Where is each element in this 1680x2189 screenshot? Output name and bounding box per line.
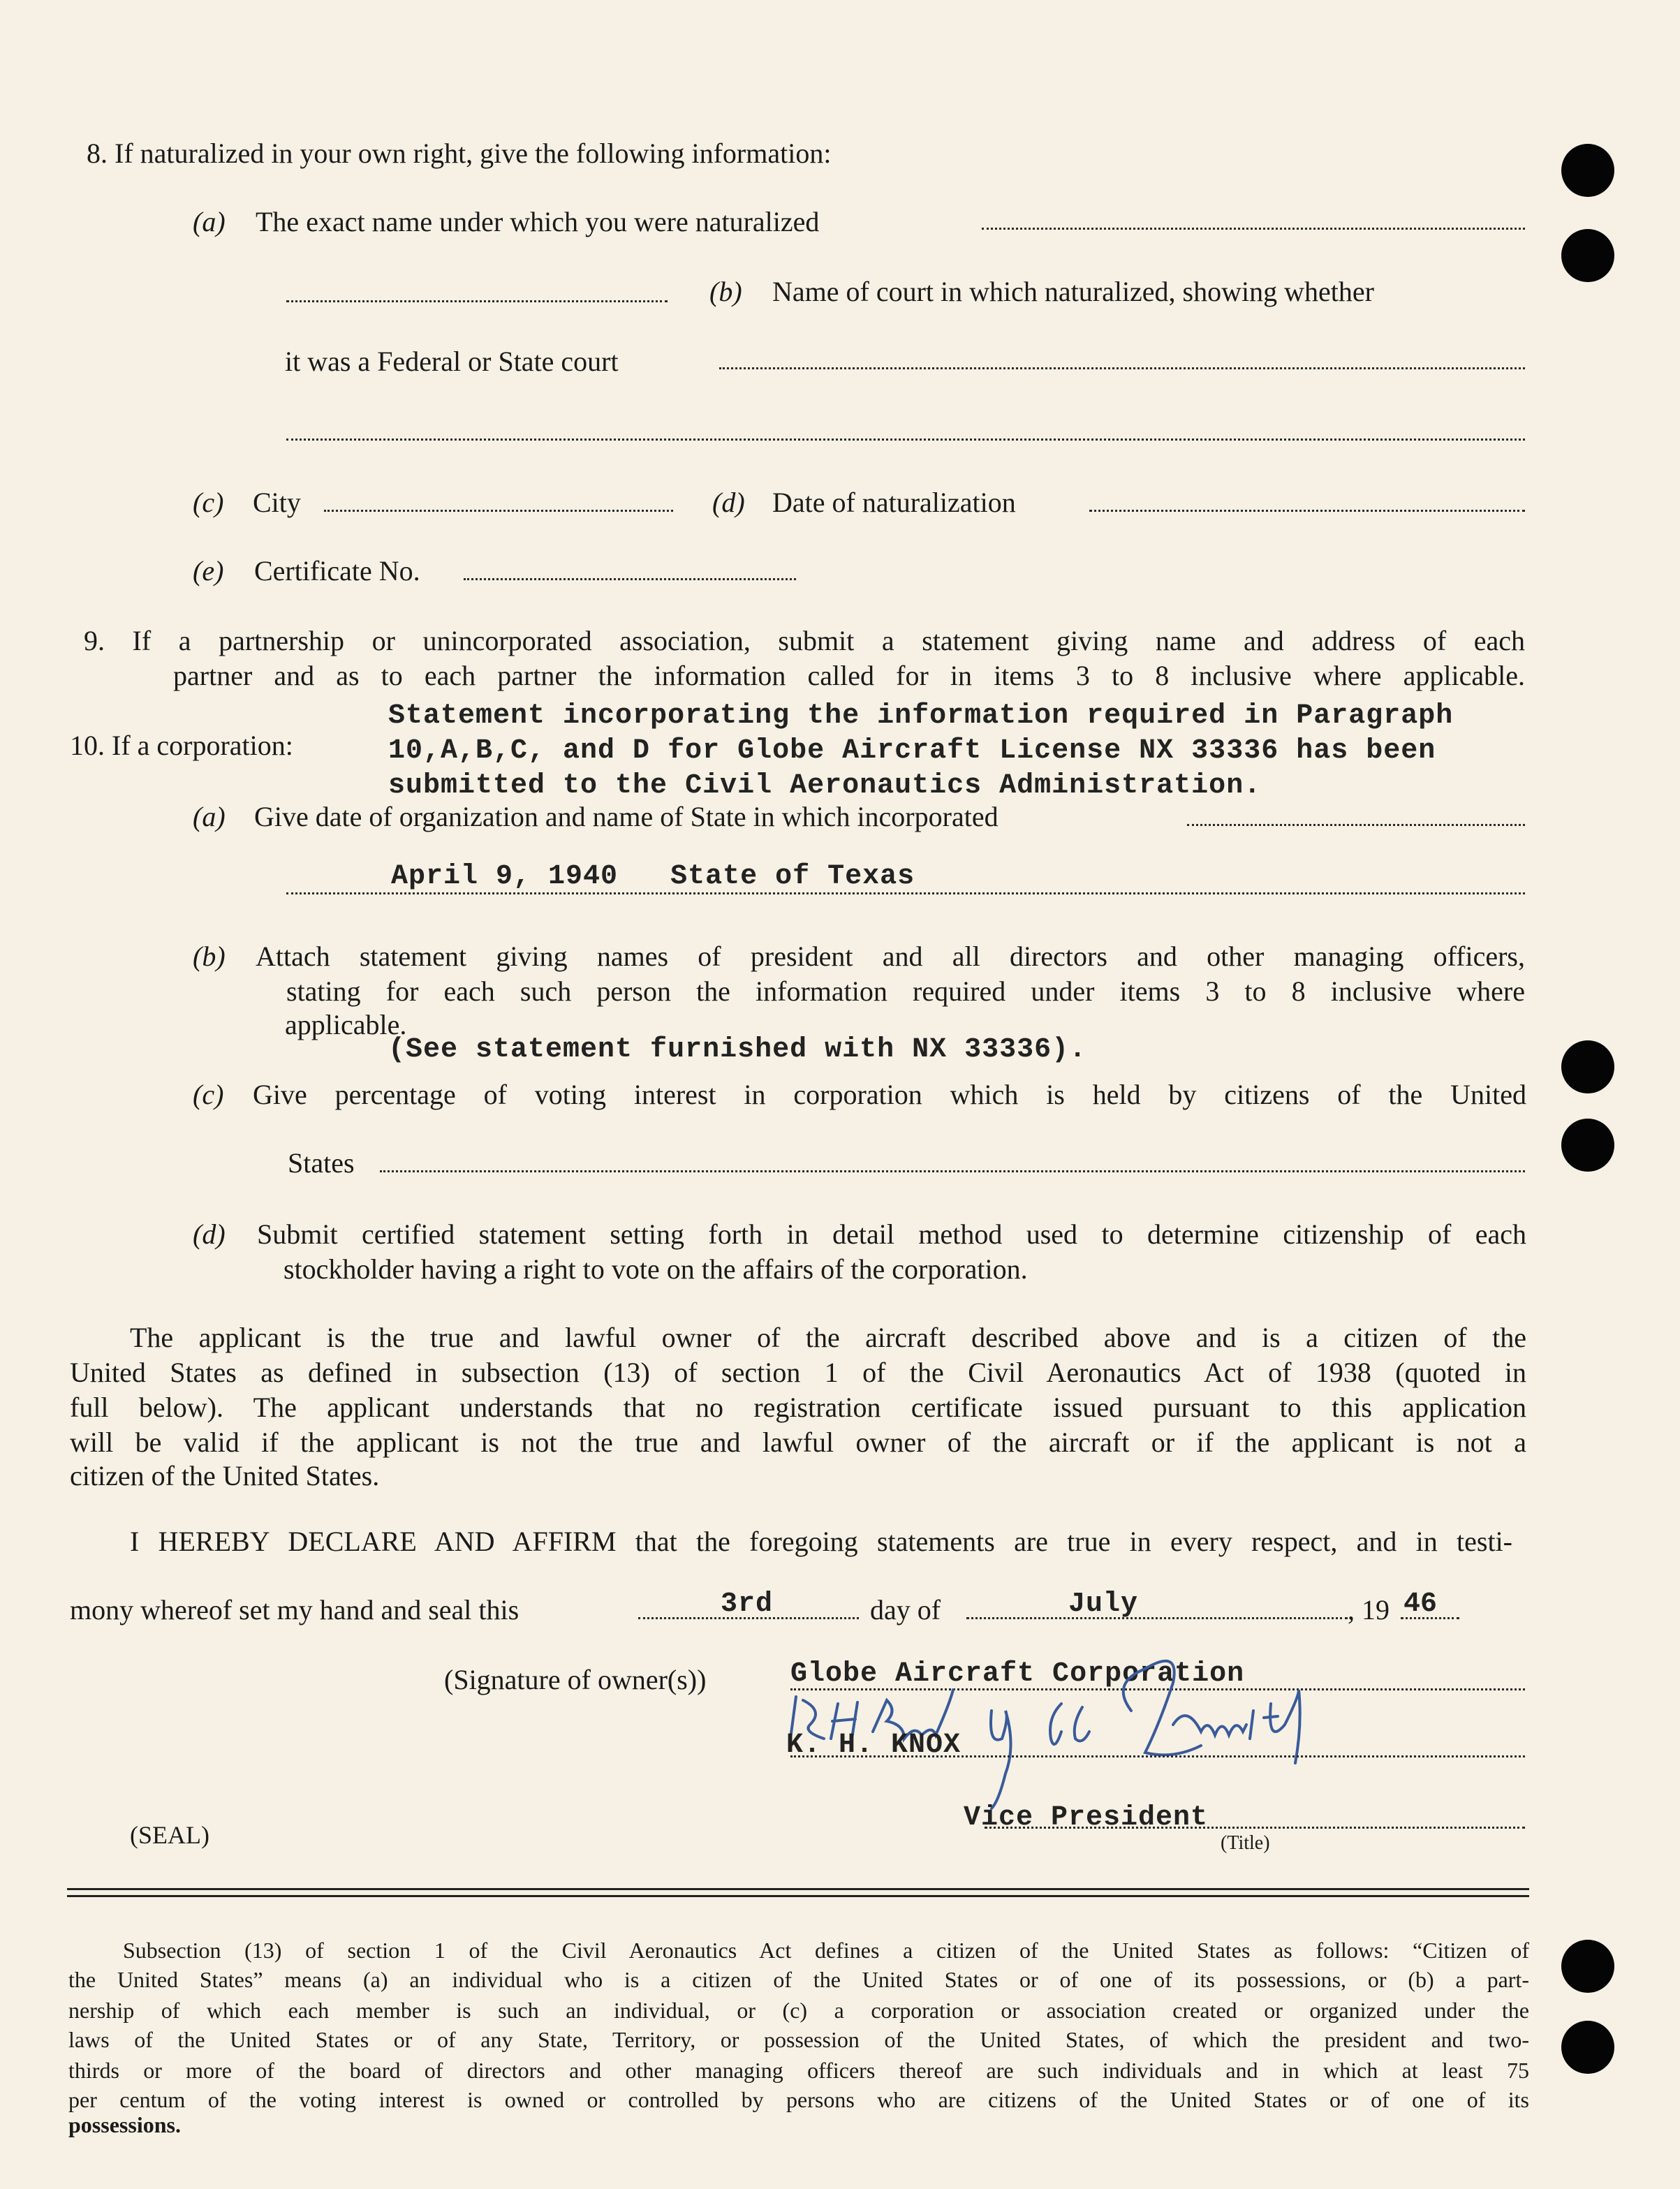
footnote-line: per centum of the voting interest is owned or controlled by persons who are citizens of the United States or of one of its	[68, 2087, 1529, 2112]
item8d-label: (d)	[712, 487, 745, 518]
typed-statement-line: Statement incorporating the information required in Paragraph	[388, 700, 1454, 732]
declaration-line: United States as defined in subsection (13) of section 1 of the Civil Aeronautics Act of 1938 (quoted in	[70, 1357, 1526, 1388]
naturalized-name-field[interactable]	[982, 228, 1525, 230]
item10d-line1: Submit certified statement setting forth in detail method used to determine citizenship of each	[257, 1218, 1526, 1250]
item8b-text: Name of court in which naturalized, showing whether	[772, 276, 1374, 307]
footnote-line: the United States” means (a) an individual who is a citizen of the United States or of one of its possessions, or (b) a part-	[68, 1967, 1529, 1992]
footnote-line: laws of the United States or of any State, Territory, or possession of the United States, of which the president and two-	[68, 2027, 1529, 2052]
item10d-line2: stockholder having a right to vote on the affairs of the corporation.	[283, 1253, 1028, 1285]
year-value: 46	[1403, 1589, 1438, 1620]
punch-hole	[1561, 1040, 1614, 1093]
item10c-label: (c)	[193, 1079, 224, 1110]
naturalized-name-field-cont[interactable]	[286, 300, 668, 302]
item10b-label: (b)	[193, 941, 226, 972]
certificate-no-field[interactable]	[464, 578, 796, 580]
item10-heading: 10. If a corporation:	[70, 730, 293, 761]
footnote-line: possessions.	[68, 2112, 181, 2137]
day-of-label: day of	[870, 1594, 941, 1626]
year-field[interactable]	[1401, 1617, 1459, 1619]
item10d-label: (d)	[193, 1218, 226, 1250]
seal-label: (SEAL)	[130, 1821, 209, 1849]
affirm-line1: I HEREBY DECLARE AND AFFIRM that the foregoing statements are true in every respect, and in testi-	[130, 1526, 1512, 1557]
month-field[interactable]	[966, 1617, 1348, 1619]
company-name: Globe Aircraft Corporation	[790, 1658, 1245, 1690]
item10b-line3: applicable.	[285, 1009, 407, 1040]
item8-heading: 8. If naturalized in your own right, give the following information:	[87, 138, 832, 169]
title-value: Vice President	[964, 1802, 1209, 1834]
declaration-line: citizen of the United States.	[70, 1460, 380, 1491]
court-field[interactable]	[719, 367, 1525, 369]
typed-statement-line: submitted to the Civil Aeronautics Administration.	[388, 770, 1262, 802]
item10c-text: Give percentage of voting interest in corporation which is held by citizens of the United	[253, 1079, 1526, 1110]
item8e-text: Certificate No.	[254, 555, 420, 587]
declaration-line: will be valid if the applicant is not the true and lawful owner of the aircraft or if the applicant is not a	[70, 1427, 1526, 1458]
declaration-line: full below). The applicant understands that no registration certificate issued pursuant to this application	[70, 1392, 1526, 1423]
item9-line2: partner and as to each partner the information called for in items 3 to 8 inclusive where applicable.	[173, 660, 1525, 691]
footnote-line: Subsection (13) of section 1 of the Civil Aeronautics Act defines a citizen of the United States as follows: “Citizen of	[123, 1938, 1529, 1963]
item8c-text: City	[253, 487, 301, 518]
item10b-line2: stating for each such person the information required under items 3 to 8 inclusive where	[286, 975, 1525, 1007]
year-prefix: , 19	[1348, 1594, 1390, 1626]
item9-line1: 9. If a partnership or unincorporated association, submit a statement giving name and address of each	[84, 625, 1525, 656]
organization-field-cont[interactable]	[286, 892, 1525, 894]
signature-label: (Signature of owner(s))	[444, 1664, 707, 1695]
item8b-cont: it was a Federal or State court	[285, 346, 619, 377]
item8a-label: (a)	[193, 206, 226, 237]
signer-name: K. H. KNOX	[786, 1730, 961, 1761]
voting-percentage-field[interactable]	[380, 1170, 1525, 1172]
punch-hole	[1561, 1119, 1614, 1172]
item8e-label: (e)	[193, 555, 224, 587]
punch-hole	[1561, 1940, 1614, 1993]
naturalization-date-field[interactable]	[1089, 510, 1525, 512]
item10a-label: (a)	[193, 801, 226, 832]
punch-hole	[1561, 2021, 1614, 2074]
officers-statement-value: (See statement furnished with NX 33336).	[388, 1034, 1087, 1066]
city-field[interactable]	[324, 510, 673, 512]
item8d-text: Date of naturalization	[772, 487, 1016, 518]
declaration-line: The applicant is the true and lawful owner of the aircraft described above and is a citizen of the	[130, 1322, 1526, 1353]
title-field[interactable]	[985, 1827, 1525, 1829]
divider	[67, 1888, 1529, 1890]
title-label: (Title)	[1221, 1832, 1270, 1854]
month-value: July	[1068, 1589, 1139, 1620]
day-value: 3rd	[721, 1589, 774, 1620]
footnote-line: nership of which each member is such an individual, or (c) a corporation or association created or organized under the	[68, 1998, 1529, 2023]
item10c-cont: States	[288, 1147, 355, 1179]
divider	[67, 1895, 1529, 1897]
item8a-text: The exact name under which you were naturalized	[256, 206, 820, 237]
affirm-prefix: mony whereof set my hand and seal this	[70, 1594, 520, 1626]
item10b-line1: Attach statement giving names of president and all directors and other managing officers,	[256, 941, 1525, 972]
punch-hole	[1561, 144, 1614, 197]
item8b-label: (b)	[709, 276, 742, 307]
organization-date-state-value: April 9, 1940 State of Texas	[391, 861, 915, 892]
item8c-label: (c)	[193, 487, 224, 518]
signer-field[interactable]	[790, 1755, 1525, 1757]
item10a-text: Give date of organization and name of State in which incorporated	[254, 801, 999, 832]
typed-statement-line: 10,A,B,C, and D for Globe Aircraft License NX 33336 has been	[388, 735, 1436, 767]
organization-field[interactable]	[1187, 824, 1525, 826]
punch-hole	[1561, 229, 1614, 282]
footnote-line: thirds or more of the board of directors and other managing officers thereof are such individuals and in which at least 75	[68, 2058, 1529, 2083]
court-field-cont[interactable]	[286, 438, 1525, 441]
